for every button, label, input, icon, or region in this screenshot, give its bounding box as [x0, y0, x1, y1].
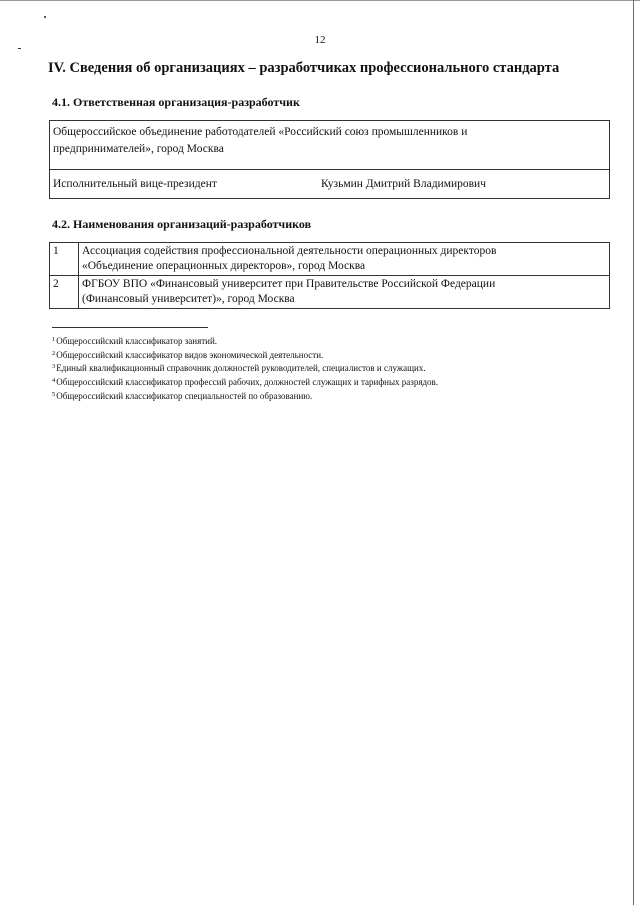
scan-speck: [18, 48, 21, 49]
responsible-org-box: [49, 120, 610, 199]
footnote-mark: 2: [52, 349, 56, 357]
footnote: [52, 375, 612, 389]
footnote-text: Единый квалификационный справочник должностей руководителей, специалистов и служащих.: [56, 363, 426, 374]
scan-top-edge: [0, 0, 640, 1]
row-number: 2: [50, 276, 79, 309]
developer-orgs-table: [49, 242, 610, 309]
table-row: [50, 243, 610, 276]
org-name-line: ФГБОУ ВПО «Финансовый университет при Правительстве Российской Федерации: [82, 278, 496, 290]
footnote-text: Общероссийский классификатор видов экономической деятельности.: [56, 349, 324, 360]
footnote-rule: [52, 327, 208, 328]
developer-orgs-heading: 4.2. Наименования организаций-разработчиков: [52, 217, 312, 231]
box-divider: [50, 169, 609, 170]
footnote-mark: 1: [52, 336, 56, 343]
page-number: 12: [314, 34, 326, 46]
footnote-mark: 4: [52, 377, 56, 385]
responsible-org-heading: 4.1. Ответственная организация-разработчик: [52, 95, 300, 109]
footnote-mark: 3: [52, 363, 56, 371]
scan-speck: [44, 16, 46, 18]
responsible-position: Исполнительный вице-президент: [53, 178, 217, 190]
footnote: [52, 348, 612, 362]
table-row: [50, 276, 610, 309]
footnotes: [52, 334, 612, 403]
footnote-text: Общероссийский классификатор профессий рабочих, должностей служащих и тарифных разрядов.: [56, 377, 439, 388]
footnote-text: Общероссийский классификатор специальностей по образованию.: [56, 390, 313, 401]
responsible-org-name-line: предпринимателей», город Москва: [53, 143, 224, 155]
scan-right-edge: [633, 0, 634, 905]
footnote: [52, 361, 612, 375]
responsible-person: Кузьмин Дмитрий Владимирович: [321, 178, 486, 190]
section-title: IV. Сведения об организациях – разработчиках профессионального стандарта: [48, 60, 560, 76]
responsible-org-name-line: Общероссийское объединение работодателей «Российский союз промышленников и: [53, 126, 468, 138]
footnote: [52, 334, 612, 348]
footnote-mark: 5: [52, 390, 56, 398]
org-name-cell: [79, 276, 610, 309]
org-name-line: Ассоциация содействия профессиональной деятельности операционных директоров: [82, 245, 497, 257]
footnote-text: Общероссийский классификатор занятий.: [56, 336, 218, 346]
org-name-cell: [79, 243, 610, 276]
org-name-line: «Объединение операционных директоров», город Москва: [82, 260, 366, 272]
responsible-org-name: [53, 124, 603, 158]
row-number: 1: [50, 243, 79, 276]
org-name-line: (Финансовый университет)», город Москва: [82, 293, 295, 305]
footnote: [52, 389, 612, 403]
